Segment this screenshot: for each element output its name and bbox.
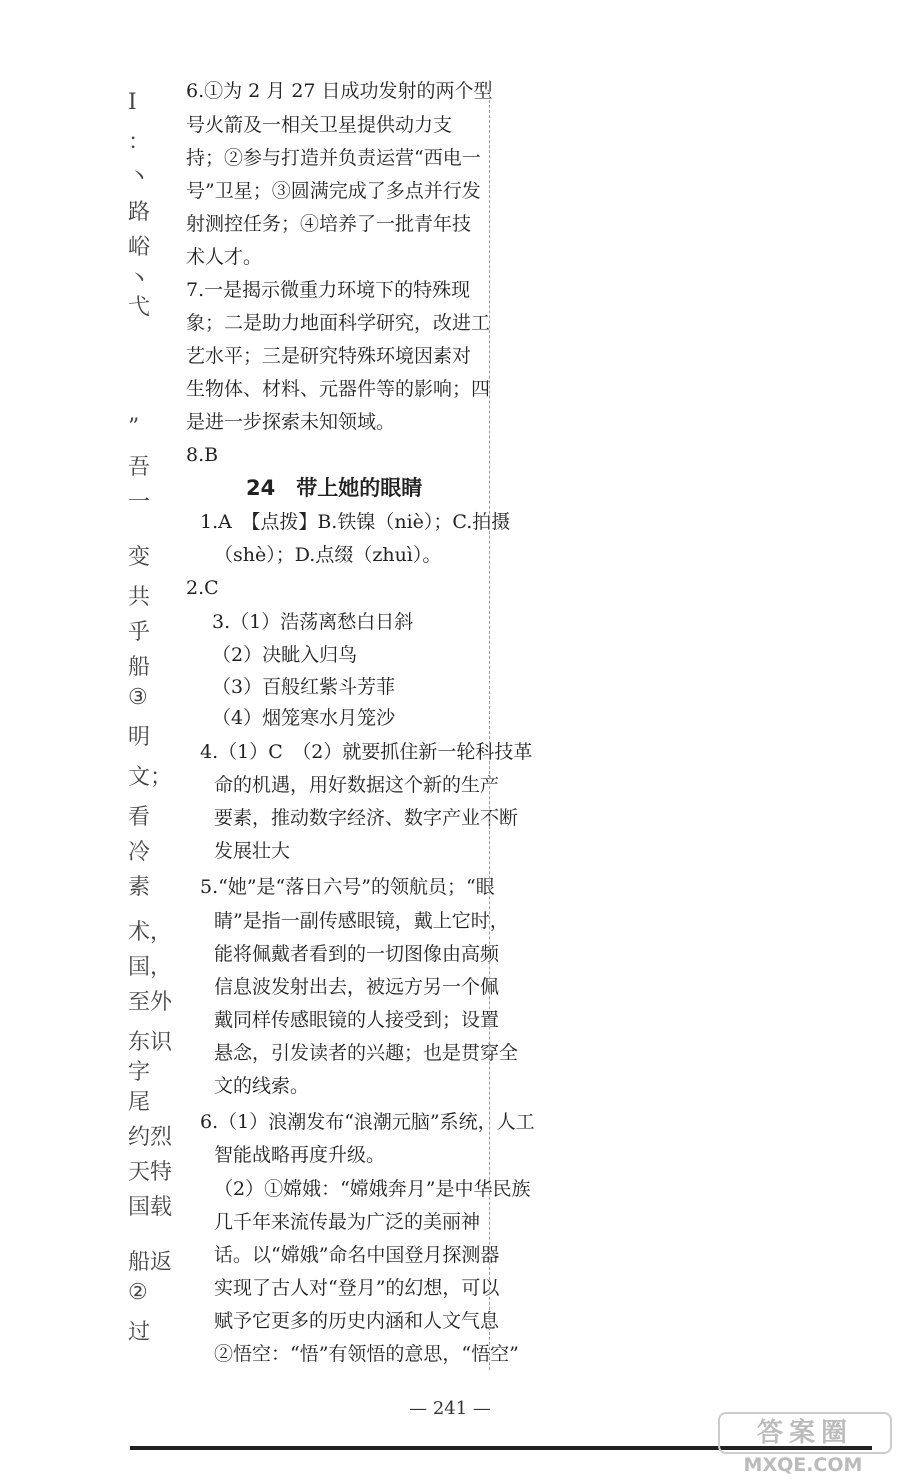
cropped-edge-fragment: ② <box>128 1280 148 1305</box>
left-column-line: 发展壮大 <box>214 840 291 862</box>
left-column-line: 4.（1）C （2）就要抓住新一轮科技革 <box>200 741 533 763</box>
column-divider <box>489 80 490 1370</box>
left-column-line: 睛”是指一副传感眼镜，戴上它时， <box>214 910 509 932</box>
cropped-edge-fragment: 峪 <box>128 235 151 260</box>
left-column-line: 智能战略再度升级。 <box>214 1144 386 1166</box>
cropped-edge-fragment: 明 <box>128 725 151 750</box>
left-column-line: 实现了古人对“登月”的幻想，可以 <box>214 1277 500 1299</box>
page-number: — 241 — <box>409 1398 491 1419</box>
left-column-line: 戴同样传感眼镜的人接受到；设置 <box>214 1009 500 1031</box>
left-column-line: 话。以“嫦娥”命名中国登月探测器 <box>214 1244 500 1266</box>
cropped-edge-fragment: ： <box>128 130 151 155</box>
left-column-line: （2）决眦入归鸟 <box>212 644 358 666</box>
left-column-line: （3）百般红紫斗芳菲 <box>212 676 396 698</box>
site-watermark <box>718 1412 888 1476</box>
cropped-edge-fragment: 变 <box>128 545 151 570</box>
cropped-edge-fragment: 天特 <box>128 1160 173 1185</box>
left-column-line: （shè）；D.点缀（zhuì）。 <box>214 544 442 566</box>
cropped-edge-fragment: 丶 <box>128 267 151 292</box>
cropped-edge-fragment: 路 <box>128 200 151 225</box>
left-column-line: 命的机遇，用好数据这个新的生产 <box>214 774 500 796</box>
left-column-line: 文的线索。 <box>214 1075 310 1097</box>
cropped-edge-fragment: 船返 <box>128 1250 173 1275</box>
left-column-line: 8.B <box>186 444 219 466</box>
left-column-line: 艺水平；三是研究特殊环境因素对 <box>186 345 472 367</box>
cropped-edge-fragment: 文； <box>128 765 173 790</box>
cropped-edge-fragment: 冷 <box>128 840 151 865</box>
left-column-line: 是进一步探索未知领域。 <box>186 411 396 433</box>
left-column-line: ②悟空：“悟”有领悟的意思，“悟空” <box>214 1343 519 1365</box>
cropped-edge-fragment: ” <box>128 415 140 440</box>
left-column-line: 射测控任务；④培养了一批青年技 <box>186 213 472 235</box>
left-column-line: 象；二是助力地面科学研究，改进工 <box>186 312 491 334</box>
cropped-edge-fragment: Ⅰ <box>128 90 137 115</box>
left-column-line: 术人才。 <box>186 246 263 268</box>
cropped-edge-fragment: 共 <box>128 585 151 610</box>
left-column-line: 几千年来流传最为广泛的美丽神 <box>214 1211 481 1233</box>
left-column-line: 2.C <box>186 577 219 599</box>
cropped-edge-fragment: 尾 <box>128 1090 151 1115</box>
watermark-url: MXQE.COM <box>743 1454 863 1476</box>
cropped-edge-fragment: 术， <box>128 920 173 945</box>
cropped-edge-fragment: 国， <box>128 955 173 980</box>
left-column-line: 信息波发射出去，被远方另一个佩 <box>214 976 500 998</box>
left-column-line: 能将佩戴者看到的一切图像由高频 <box>214 943 500 965</box>
cropped-edge-fragment: 乎 <box>128 620 151 645</box>
cropped-edge-fragment: 字 <box>128 1060 151 1085</box>
cropped-edge-fragment: 过 <box>128 1320 151 1345</box>
cropped-edge-fragment: 船 <box>128 655 151 680</box>
left-column-line: 要素，推动数字经济、数字产业不断 <box>214 807 519 829</box>
cropped-edge-fragment: 至外 <box>128 990 173 1015</box>
left-column-line: 号火箭及一相关卫星提供动力支 <box>186 114 453 136</box>
left-column-line: （2）①嫦娥：“嫦娥奔月”是中华民族 <box>214 1178 531 1200</box>
cropped-edge-fragment: 一 <box>128 490 151 515</box>
left-column-line: 生物体、材料、元器件等的影响；四 <box>186 378 491 400</box>
cropped-edge-fragment: 看 <box>128 805 151 830</box>
left-column-line: 3.（1）浩荡离愁白日斜 <box>212 611 414 633</box>
left-column-line: （4）烟笼寒水月笼沙 <box>212 707 396 729</box>
cropped-edge-fragment: 吾 <box>128 455 151 480</box>
left-column-line: 7.一是揭示微重力环境下的特殊现 <box>186 279 471 301</box>
watermark-logo: 答案圈 <box>718 1412 892 1454</box>
cropped-edge-fragment: ③ <box>128 685 148 710</box>
left-column-line: 5.“她”是“落日六号”的领航员；“眼 <box>200 876 495 898</box>
left-column-line: 1.A 【点拨】B.铁镍（niè）；C.拍摄 <box>200 511 511 533</box>
cropped-edge-fragment: 东识 <box>128 1030 173 1055</box>
left-column-line: 6.①为 2 月 27 日成功发射的两个型 <box>186 80 493 102</box>
section-heading: 24 带上她的眼睛 <box>246 476 423 500</box>
left-column-line: 号”卫星；③圆满完成了多点并行发 <box>186 180 481 202</box>
cropped-edge-fragment: 国载 <box>128 1195 173 1220</box>
cropped-edge-fragment: 约烈 <box>128 1125 173 1150</box>
left-column-line: 6.（1）浪潮发布“浪潮元脑”系统，人工 <box>200 1111 535 1133</box>
left-column-line: 悬念，引发读者的兴趣；也是贯穿全 <box>214 1042 519 1064</box>
cropped-edge-fragment: 丶 <box>128 165 151 190</box>
left-column-line: 赋予它更多的历史内涵和人文气息 <box>214 1310 500 1332</box>
left-column-line: 持；②参与打造并负责运营“西电一 <box>186 147 481 169</box>
cropped-edge-fragment: 弋 <box>128 295 151 320</box>
cropped-edge-fragment: 素 <box>128 875 151 900</box>
